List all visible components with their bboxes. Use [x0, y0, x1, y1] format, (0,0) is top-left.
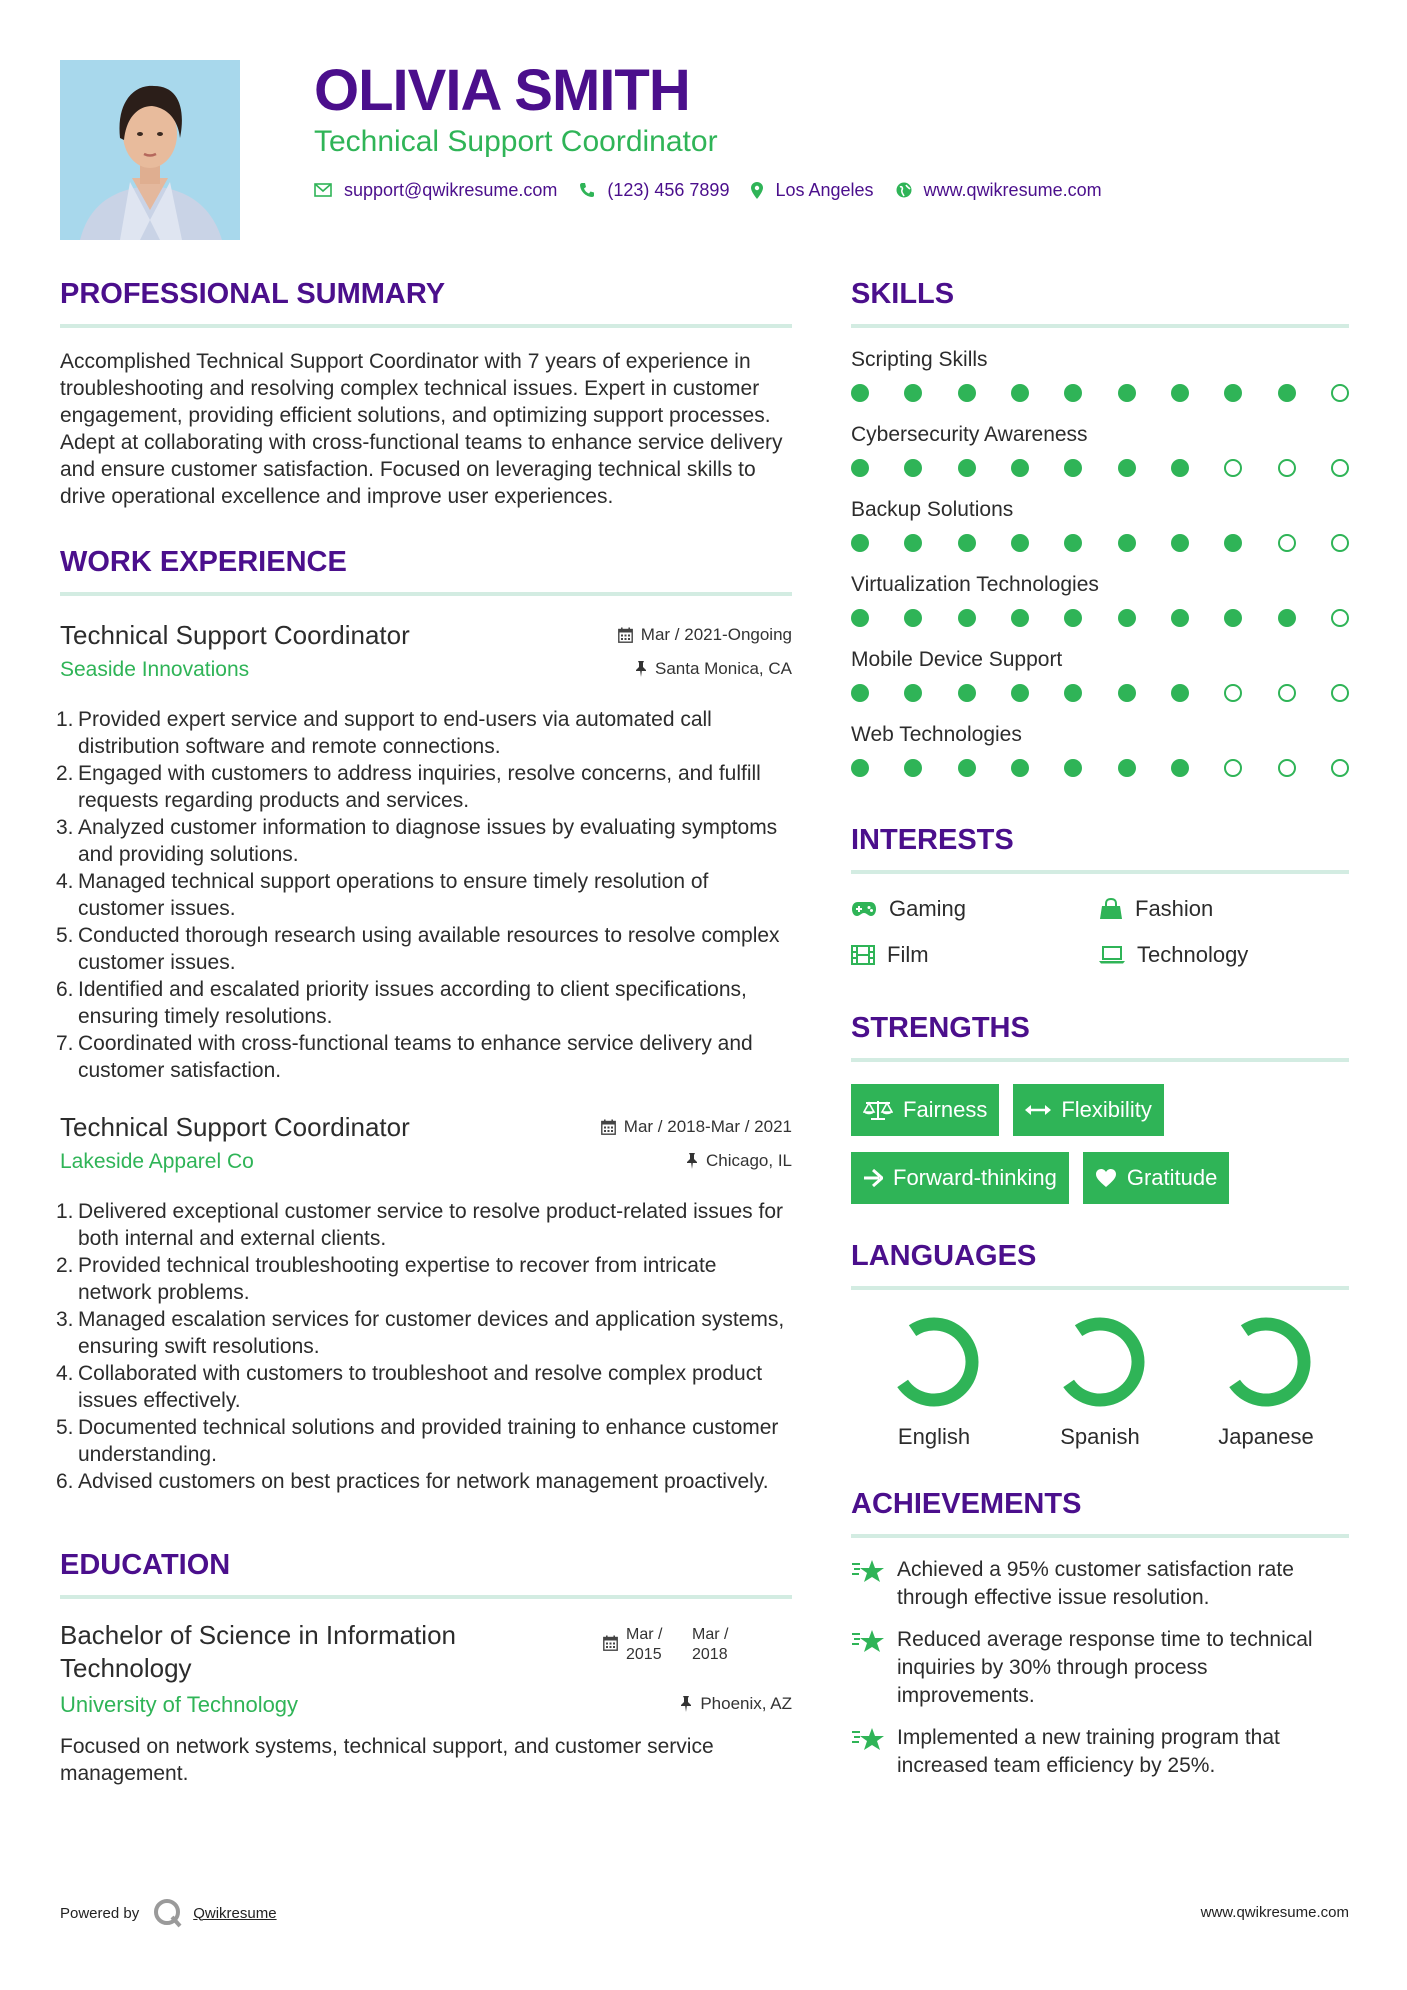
language-proficiency-ring — [884, 1312, 984, 1412]
section-divider — [60, 324, 792, 328]
education-description: Focused on network systems, technical support, and customer service management. — [60, 1735, 714, 1785]
left-column — [56, 272, 792, 1787]
job-title: Technical Support Coordinator — [60, 620, 410, 650]
skill-dot-empty — [1331, 384, 1349, 402]
list-item — [851, 1626, 1349, 1710]
skill-dot-filled — [1171, 759, 1189, 777]
skill-dot-filled — [904, 684, 922, 702]
skill-dot-filled — [1118, 684, 1136, 702]
skill-dot-empty — [1224, 684, 1242, 702]
achievements-list — [851, 1556, 1349, 1780]
language-item — [1183, 1312, 1349, 1452]
interest-label: Film — [887, 942, 929, 967]
job-date — [618, 624, 792, 646]
education-section — [60, 1543, 792, 1787]
degree-title: Bachelor of Science in Information Technology — [60, 1620, 456, 1683]
skill-dot-filled — [1011, 534, 1029, 552]
languages-heading: LANGUAGES — [851, 1240, 1037, 1272]
skill-dot-filled — [958, 684, 976, 702]
education-start: Mar / 2015 — [626, 1626, 663, 1663]
summary-heading: PROFESSIONAL SUMMARY — [60, 278, 446, 310]
arrow-right-icon — [863, 1169, 883, 1187]
skill-dot-filled — [1171, 534, 1189, 552]
skill-dot-filled — [1118, 384, 1136, 402]
skill-dot-empty — [1331, 684, 1349, 702]
skill-name: Scripting Skills — [851, 348, 988, 371]
list-item — [851, 1724, 1349, 1780]
experience-section — [56, 540, 792, 1495]
skill-dot-filled — [958, 384, 976, 402]
section-divider — [851, 870, 1349, 874]
achievement-text: Implemented a new training program that increased team efficiency by 25%. — [897, 1726, 1280, 1777]
interests-list — [851, 894, 1349, 970]
envelope-icon — [314, 183, 332, 197]
skill-dot-filled — [1064, 459, 1082, 477]
skill-dot-filled — [904, 534, 922, 552]
strength-tag — [851, 1152, 1069, 1204]
language-proficiency-ring — [1050, 1312, 1150, 1412]
skill-dot-filled — [1118, 609, 1136, 627]
list-item: 1. Provided expert service and support to end-users via automated call distribution software and remote connections. — [56, 708, 712, 758]
list-item: 2. Engaged with customers to address inquiries, resolve concerns, and fulfill requests regarding products and services. — [56, 762, 761, 812]
job-title: Technical Support Coordinator — [60, 1112, 410, 1142]
interests-section — [851, 818, 1349, 970]
skill-rating — [851, 384, 1349, 404]
skill-dot-empty — [1331, 759, 1349, 777]
skill-dot-filled — [958, 759, 976, 777]
skill-dot-filled — [851, 459, 869, 477]
list-item: 3. Analyzed customer information to diagnose issues by evaluating symptoms and providing solutions. — [56, 816, 778, 866]
achievements-heading: ACHIEVEMENTS — [851, 1488, 1082, 1520]
pushpin-icon — [686, 1153, 698, 1169]
job-date-text: Mar / 2018-Mar / 2021 — [623, 1117, 792, 1136]
summary-section — [60, 272, 792, 510]
school-name: University of Technology — [60, 1692, 299, 1717]
section-divider — [60, 592, 792, 596]
strength-label: Fairness — [903, 1097, 988, 1122]
skill-dot-filled — [1011, 459, 1029, 477]
language-item — [851, 1312, 1017, 1452]
section-divider — [851, 324, 1349, 328]
candidate-name: OLIVIA SMITH — [314, 58, 690, 123]
skill-dot-empty — [1278, 759, 1296, 777]
skill-dot-filled — [904, 759, 922, 777]
skill-dot-empty — [1224, 759, 1242, 777]
skill-dot-filled — [1011, 759, 1029, 777]
skills-section — [851, 272, 1349, 796]
achievement-text: Achieved a 95% customer satisfaction rate through effective issue resolution. — [897, 1558, 1294, 1609]
education-location-text: Phoenix, AZ — [700, 1694, 792, 1713]
skill-dot-filled — [851, 759, 869, 777]
interests-heading: INTERESTS — [851, 824, 1014, 856]
skill-row — [851, 346, 1349, 421]
shooting-star-icon — [851, 1726, 885, 1754]
list-item — [851, 1556, 1349, 1612]
skill-dot-filled — [1278, 384, 1296, 402]
qwikresume-link[interactable]: Qwikresume — [193, 1904, 277, 1922]
calendar-icon — [603, 1635, 618, 1651]
arrows-horizontal-icon — [1025, 1103, 1051, 1117]
strength-label: Flexibility — [1061, 1097, 1152, 1122]
interest-item — [1099, 940, 1347, 970]
achievement-text: Reduced average response time to technical inquiries by 30% through process improvements. — [897, 1628, 1313, 1707]
skill-name: Cybersecurity Awareness — [851, 423, 1088, 446]
list-item: 4. Collaborated with customers to troubleshoot and resolve complex product issues effectively. — [56, 1362, 763, 1412]
skill-dot-filled — [1171, 609, 1189, 627]
education-end: Mar / 2018 — [692, 1626, 729, 1663]
skill-name: Backup Solutions — [851, 498, 1014, 521]
pushpin-icon — [635, 661, 647, 677]
powered-by-label: Powered by — [60, 1904, 140, 1922]
list-item: 6. Advised customers on best practices for network management proactively. — [56, 1470, 769, 1493]
list-item: 4. Managed technical support operations to ensure timely resolution of customer issues. — [56, 870, 709, 920]
skill-dot-filled — [1224, 609, 1242, 627]
language-name: English — [897, 1424, 971, 1449]
contact-email-text: support@qwikresume.com — [344, 179, 558, 200]
summary-text: Accomplished Technical Support Coordinator with 7 years of experience in troubleshooting and resolving complex technical issues. Expert in customer engagement, providing efficient solutions, and optimizing support processes. Adept at collaborating with cross-functional teams to enhance service delivery and ensure customer satisfaction. Focused on leveraging technical skills to drive operational excellence and improve user experiences. — [60, 350, 783, 508]
interest-label: Gaming — [889, 896, 967, 921]
section-divider — [851, 1058, 1349, 1062]
skill-dot-empty — [1331, 534, 1349, 552]
job-date-text: Mar / 2021-Ongoing — [640, 625, 792, 644]
skill-row — [851, 721, 1349, 796]
language-name: Japanese — [1218, 1424, 1314, 1449]
contact-bar — [314, 178, 1124, 202]
job-entry — [56, 618, 792, 1084]
list-item: 3. Managed escalation services for customer devices and application systems, ensuring swift resolutions. — [56, 1308, 785, 1358]
skill-dot-filled — [1224, 384, 1242, 402]
skill-row — [851, 571, 1349, 646]
job-duties-list — [56, 1198, 792, 1495]
pushpin-icon — [680, 1696, 692, 1712]
candidate-title: Technical Support Coordinator — [314, 125, 718, 158]
strengths-heading: STRENGTHS — [851, 1012, 1030, 1044]
right-column — [851, 272, 1349, 1794]
map-marker-icon — [751, 182, 763, 199]
phone-icon — [579, 182, 595, 198]
interest-label: Technology — [1137, 942, 1249, 967]
footer-branding — [60, 1898, 277, 1928]
skill-dot-filled — [904, 459, 922, 477]
skill-dot-filled — [904, 384, 922, 402]
skill-dot-empty — [1278, 534, 1296, 552]
strengths-list — [851, 1084, 1349, 1204]
skill-dot-filled — [1171, 684, 1189, 702]
skill-dot-empty — [1331, 459, 1349, 477]
contact-website-text: www.qwikresume.com — [923, 179, 1102, 200]
skill-dot-filled — [1278, 609, 1296, 627]
job-entry — [56, 1110, 792, 1495]
language-proficiency-ring — [1216, 1312, 1316, 1412]
skill-dot-filled — [958, 609, 976, 627]
skill-row — [851, 646, 1349, 721]
skill-rating — [851, 684, 1349, 704]
skill-dot-filled — [904, 609, 922, 627]
skill-dot-filled — [1011, 684, 1029, 702]
heart-icon — [1095, 1168, 1117, 1188]
strength-label: Gratitude — [1126, 1165, 1218, 1190]
skill-dot-filled — [1064, 609, 1082, 627]
languages-section — [851, 1234, 1349, 1452]
skill-row — [851, 421, 1349, 496]
job-location-text: Chicago, IL — [706, 1151, 792, 1170]
job-date — [601, 1116, 792, 1138]
job-header — [60, 618, 792, 692]
skill-name: Mobile Device Support — [851, 648, 1063, 671]
skill-dot-filled — [958, 534, 976, 552]
skill-rating — [851, 759, 1349, 779]
skills-heading: SKILLS — [851, 278, 955, 310]
contact-website[interactable] — [896, 180, 1102, 201]
contact-email[interactable] — [314, 180, 557, 201]
contact-location-text: Los Angeles — [775, 179, 874, 200]
education-dates — [603, 1625, 758, 1665]
job-location — [635, 658, 792, 680]
footer-website-link[interactable]: www.qwikresume.com — [1200, 1904, 1349, 1921]
contact-location — [751, 180, 873, 201]
skill-dot-filled — [1064, 759, 1082, 777]
strength-tag — [1083, 1152, 1230, 1204]
list-item: 5. Conducted thorough research using available resources to resolve complex customer issues. — [56, 924, 780, 974]
job-header — [60, 1110, 792, 1184]
skill-name: Virtualization Technologies — [851, 573, 1099, 596]
education-entry — [60, 1619, 792, 1727]
list-item: 7. Coordinated with cross-functional teams to enhance service delivery and customer satisfaction. — [56, 1032, 753, 1082]
shooting-star-icon — [851, 1628, 885, 1656]
skill-dot-empty — [1331, 609, 1349, 627]
skill-dot-filled — [1064, 384, 1082, 402]
shooting-star-icon — [851, 1558, 885, 1586]
balance-scale-icon — [863, 1099, 893, 1121]
skill-row — [851, 496, 1349, 571]
skill-dot-filled — [1011, 384, 1029, 402]
skill-dot-empty — [1278, 459, 1296, 477]
globe-icon — [896, 182, 912, 198]
job-duties-list — [56, 706, 792, 1084]
skill-dot-filled — [958, 459, 976, 477]
language-item — [1017, 1312, 1183, 1452]
skill-rating — [851, 609, 1349, 629]
shopping-bag-icon — [1099, 898, 1123, 920]
section-divider — [60, 1595, 792, 1599]
education-heading: EDUCATION — [60, 1549, 231, 1581]
section-divider — [851, 1534, 1349, 1538]
strengths-section — [851, 1006, 1349, 1204]
list-item: 1. Delivered exceptional customer service to resolve product-related issues for both internal and external clients. — [56, 1200, 783, 1250]
qwikresume-logo-icon — [153, 1898, 183, 1928]
strength-label: Forward-thinking — [893, 1165, 1057, 1190]
skill-dot-filled — [1118, 534, 1136, 552]
contact-phone-text: (123) 456 7899 — [607, 179, 730, 200]
contact-phone[interactable] — [579, 180, 729, 201]
skill-rating — [851, 534, 1349, 554]
interest-item — [851, 894, 1099, 924]
skill-rating — [851, 459, 1349, 479]
skill-dot-filled — [1171, 459, 1189, 477]
list-item: 5. Documented technical solutions and provided training to enhance customer understanding. — [56, 1416, 779, 1466]
experience-heading: WORK EXPERIENCE — [60, 546, 347, 578]
languages-list — [851, 1312, 1349, 1452]
skill-dot-filled — [1064, 534, 1082, 552]
skill-dot-filled — [1171, 384, 1189, 402]
skills-list — [851, 346, 1349, 796]
job-company: Seaside Innovations — [60, 658, 250, 681]
skill-dot-filled — [851, 609, 869, 627]
list-item: 2. Provided technical troubleshooting expertise to recover from intricate network problems. — [56, 1254, 717, 1304]
list-item: 6. Identified and escalated priority issues according to client specifications, ensuring timely resolutions. — [56, 978, 747, 1028]
calendar-icon — [601, 1119, 616, 1135]
interest-item — [1099, 894, 1347, 924]
skill-dot-filled — [851, 684, 869, 702]
education-location — [680, 1693, 792, 1715]
language-name: Spanish — [1060, 1424, 1140, 1449]
skill-dot-filled — [1064, 684, 1082, 702]
skill-dot-empty — [1278, 684, 1296, 702]
section-divider — [851, 1286, 1349, 1290]
interest-label: Fashion — [1135, 896, 1214, 921]
skill-dot-filled — [1011, 609, 1029, 627]
skill-dot-empty — [1224, 459, 1242, 477]
profile-photo — [60, 60, 240, 240]
skill-dot-filled — [1118, 759, 1136, 777]
achievements-section — [851, 1482, 1349, 1780]
strength-tag — [851, 1084, 999, 1136]
film-icon — [851, 945, 875, 965]
job-location-text: Santa Monica, CA — [654, 659, 792, 678]
gamepad-icon — [851, 901, 877, 917]
laptop-icon — [1099, 946, 1125, 964]
skill-dot-filled — [1118, 459, 1136, 477]
skill-name: Web Technologies — [851, 723, 1022, 746]
skill-dot-filled — [851, 384, 869, 402]
calendar-icon — [618, 627, 633, 643]
strength-tag — [1013, 1084, 1163, 1136]
interest-item — [851, 940, 1099, 970]
job-location — [686, 1150, 792, 1172]
skill-dot-filled — [851, 534, 869, 552]
job-company: Lakeside Apparel Co — [60, 1150, 254, 1173]
skill-dot-filled — [1224, 534, 1242, 552]
